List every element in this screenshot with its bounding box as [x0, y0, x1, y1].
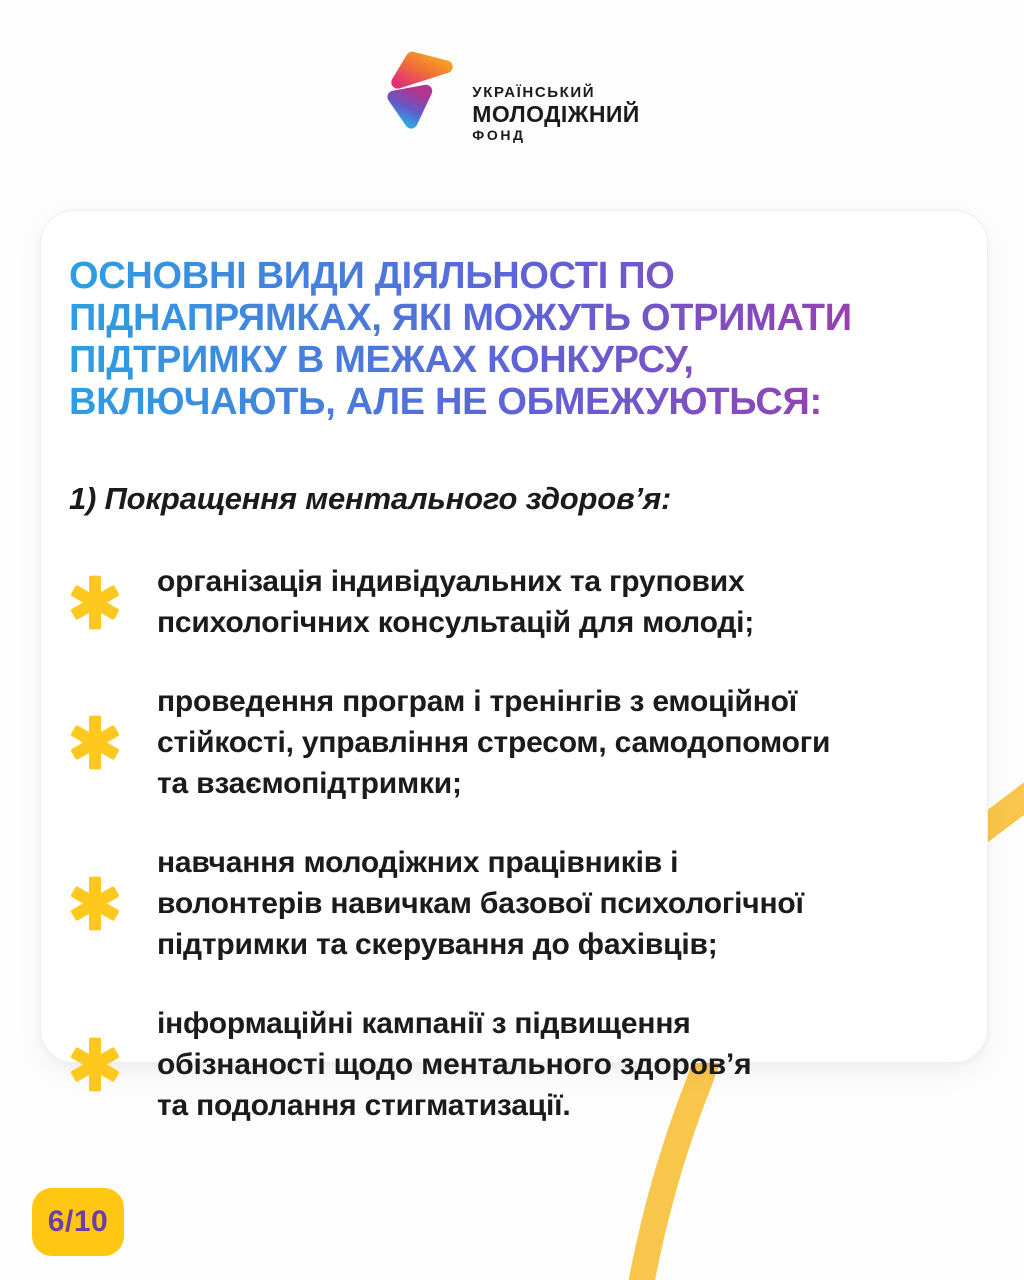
asterisk-icon	[69, 714, 121, 771]
bullet-text: інформаційні кампанії з підвищення обізнаності щодо ментального здоров’я та подолання стигматизації.	[157, 1007, 752, 1122]
content-card	[40, 210, 988, 1122]
heading-line: ОСНОВНІ ВИДИ ДІЯЛЬНОСТІ ПО	[69, 255, 675, 297]
asterisk-icon	[69, 875, 121, 932]
section-subheading: 1) Покращення ментального здоров’я:	[69, 481, 672, 516]
asterisk-icon	[69, 1036, 121, 1093]
logo-text-line3: ФОНД	[472, 127, 526, 143]
heading-line: ПІДНАПРЯМКАХ, ЯКІ МОЖУТЬ ОТРИМАТИ	[69, 297, 852, 339]
bullet-list	[69, 561, 959, 1126]
heading-line: ВКЛЮЧАЮТЬ, АЛЕ НЕ ОБМЕЖУЮТЬСЯ:	[69, 381, 822, 423]
list-item	[69, 842, 959, 965]
bullet-text: організація індивідуальних та групових психологічних консультацій для молоді;	[157, 565, 755, 639]
list-item	[69, 681, 959, 804]
card-heading	[69, 255, 959, 423]
logo	[0, 48, 1024, 144]
list-item	[69, 561, 959, 643]
asterisk-icon	[69, 574, 121, 631]
list-item	[69, 1003, 959, 1126]
bullet-text: навчання молодіжних працівників і волонтерів навичкам базової психологічної підтримки та скерування до фахівців;	[157, 846, 804, 961]
logo-icon	[384, 48, 458, 140]
bullet-text: проведення програм і тренінгів з емоційної стійкості, управління стресом, самодопомоги та взаємопідтримки;	[157, 685, 831, 800]
page-number-badge	[32, 1188, 124, 1256]
logo-text	[472, 84, 639, 144]
page-number-label: 6/10	[47, 1205, 109, 1238]
logo-text-line1: УКРАЇНСЬКИЙ	[472, 84, 596, 101]
heading-line: ПІДТРИМКУ В МЕЖАХ КОНКУРСУ,	[69, 339, 694, 381]
logo-text-line2: МОЛОДІЖНИЙ	[472, 101, 640, 127]
